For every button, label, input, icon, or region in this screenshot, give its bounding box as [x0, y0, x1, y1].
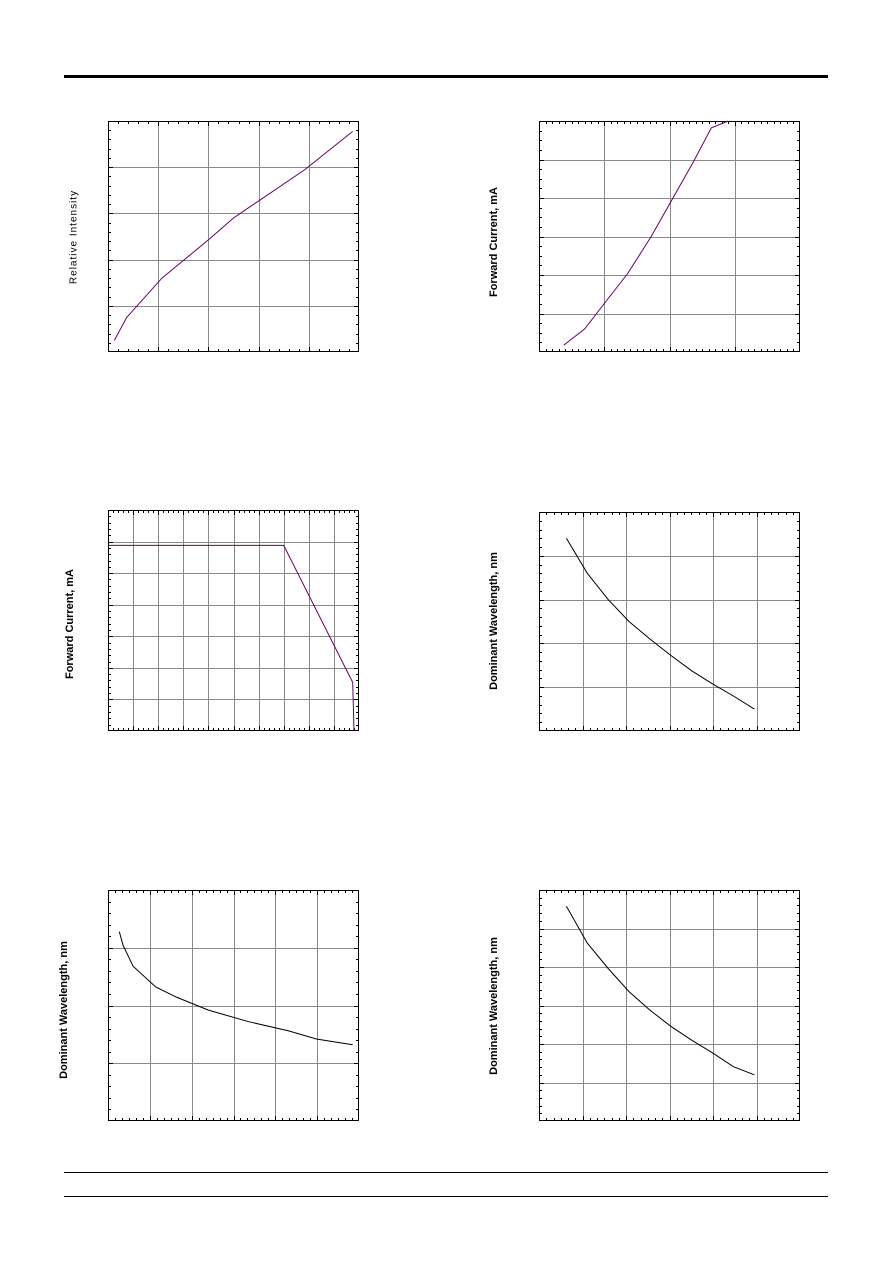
- footer-rule-top: [64, 1172, 828, 1173]
- footer-rule-bottom: [64, 1196, 828, 1197]
- plot-frame: [540, 891, 800, 1121]
- chart-plot-area: [539, 890, 800, 1121]
- y-axis-label: Dominant Wavelength, nm: [488, 937, 500, 1075]
- chart-dominant-wavelength-3: [539, 890, 800, 1121]
- y-axis-label: Dominant Wavelength, nm: [488, 552, 500, 690]
- y-axis-label: Dominant Wavelength, nm: [58, 941, 70, 1079]
- chart-plot-area: [539, 512, 800, 731]
- chart-forward-current-vs-voltage: [539, 121, 800, 352]
- y-axis-label: Forward Current, mA: [488, 186, 500, 298]
- plot-frame: [540, 122, 800, 352]
- plot-frame: [109, 891, 359, 1121]
- plot-frame: [540, 513, 800, 731]
- series-line: [564, 121, 728, 345]
- chart-plot-area: [108, 510, 359, 731]
- series-line: [114, 131, 352, 340]
- y-axis-label: Forward Current, mA: [64, 568, 76, 680]
- chart-dominant-wavelength-2: [108, 890, 359, 1121]
- chart-forward-current-derating: [108, 510, 359, 731]
- header-rule: [64, 75, 828, 78]
- chart-plot-area: [539, 121, 800, 352]
- plot-frame: [109, 122, 359, 352]
- chart-dominant-wavelength-1: [539, 512, 800, 731]
- y-axis-label: Relative Intensity: [68, 189, 80, 285]
- chart-plot-area: [108, 890, 359, 1121]
- chart-relative-intensity: [108, 121, 359, 352]
- series-line: [566, 538, 754, 709]
- series-line: [566, 906, 754, 1075]
- chart-plot-area: [108, 121, 359, 352]
